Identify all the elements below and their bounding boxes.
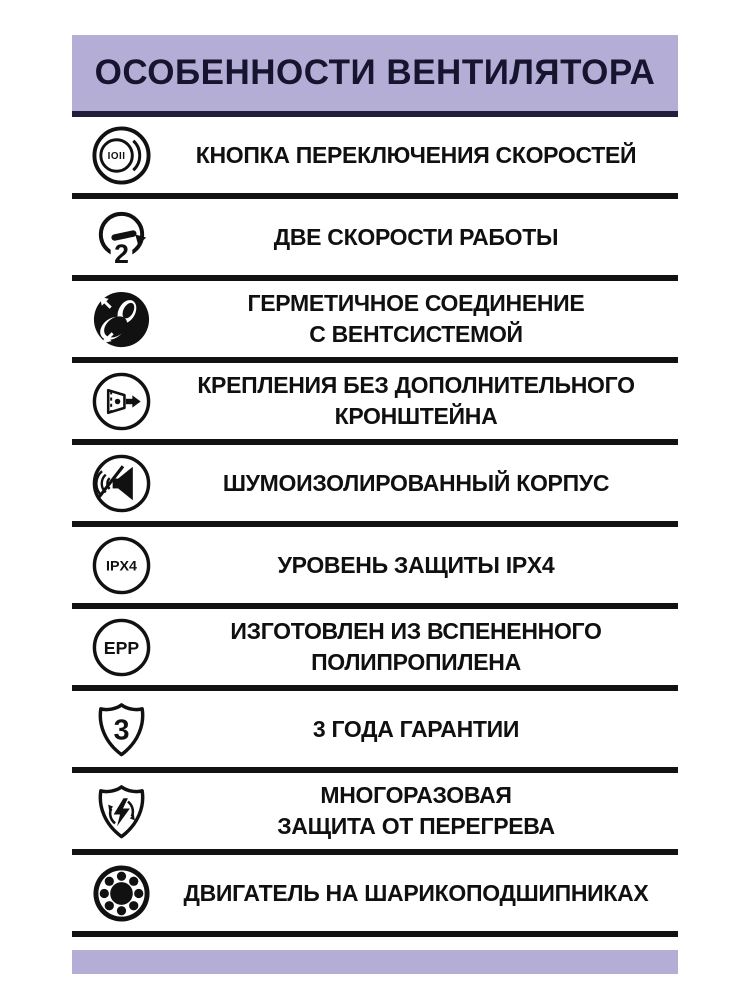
svg-text:2: 2 bbox=[113, 238, 129, 269]
feature-row bbox=[72, 855, 678, 931]
feature-text: ДВЕ СКОРОСТИ РАБОТЫ bbox=[273, 223, 559, 250]
speed-switch-button-icon bbox=[72, 124, 164, 187]
svg-text:3: 3 bbox=[113, 713, 129, 746]
feature-row bbox=[72, 117, 678, 193]
overheat-protection-shield-icon bbox=[72, 780, 164, 843]
content-column bbox=[72, 35, 678, 974]
feature-text: ШУМОИЗОЛИРОВАННЫЙ КОРПУС bbox=[222, 469, 610, 496]
feature-row bbox=[72, 199, 678, 275]
feature-text: ИЗГОТОВЛЕН ИЗ ВСПЕНЕННОГО ПОЛИПРОПИЛЕНА bbox=[230, 618, 602, 675]
feature-text: ДВИГАТЕЛЬ НА ШАРИКОПОДШИПНИКАХ bbox=[183, 879, 649, 906]
feature-text: УРОВЕНЬ ЗАЩИТЫ IPX4 bbox=[277, 551, 555, 578]
svg-text:IOII: IOII bbox=[107, 150, 125, 162]
page-title: ОСОБЕННОСТИ ВЕНТИЛЯТОРА bbox=[94, 53, 656, 92]
feature-row bbox=[72, 609, 678, 685]
features-list bbox=[72, 117, 678, 937]
feature-text: МНОГОРАЗОВАЯ ЗАЩИТА ОТ ПЕРЕГРЕВА bbox=[277, 782, 555, 839]
title-band bbox=[72, 35, 678, 111]
feature-row bbox=[72, 445, 678, 521]
feature-text: ГЕРМЕТИЧНОЕ СОЕДИНЕНИЕ С ВЕНТСИСТЕМОЙ bbox=[247, 290, 585, 347]
svg-text:IPX4: IPX4 bbox=[105, 557, 137, 574]
two-speeds-gauge-icon bbox=[72, 206, 164, 269]
feature-row bbox=[72, 773, 678, 849]
svg-text:EPP: EPP bbox=[103, 637, 139, 658]
feature-text: КРЕПЛЕНИЯ БЕЗ ДОПОЛНИТЕЛЬНОГО КРОНШТЕЙНА bbox=[197, 372, 635, 429]
feature-row bbox=[72, 363, 678, 439]
epp-material-icon bbox=[72, 616, 164, 679]
warranty-shield-icon bbox=[72, 698, 164, 761]
ball-bearing-motor-icon bbox=[72, 862, 164, 925]
ipx4-protection-icon bbox=[72, 534, 164, 597]
soundproof-housing-icon bbox=[72, 452, 164, 515]
footer-band bbox=[72, 950, 678, 974]
feature-row bbox=[72, 691, 678, 767]
feature-text: 3 ГОДА ГАРАНТИИ bbox=[312, 715, 520, 742]
feature-text: КНОПКА ПЕРЕКЛЮЧЕНИЯ СКОРОСТЕЙ bbox=[195, 141, 637, 168]
feature-row bbox=[72, 281, 678, 357]
mounting-without-bracket-icon bbox=[72, 370, 164, 433]
divider bbox=[72, 931, 678, 937]
airtight-duct-connection-icon bbox=[72, 288, 164, 351]
feature-row bbox=[72, 527, 678, 603]
